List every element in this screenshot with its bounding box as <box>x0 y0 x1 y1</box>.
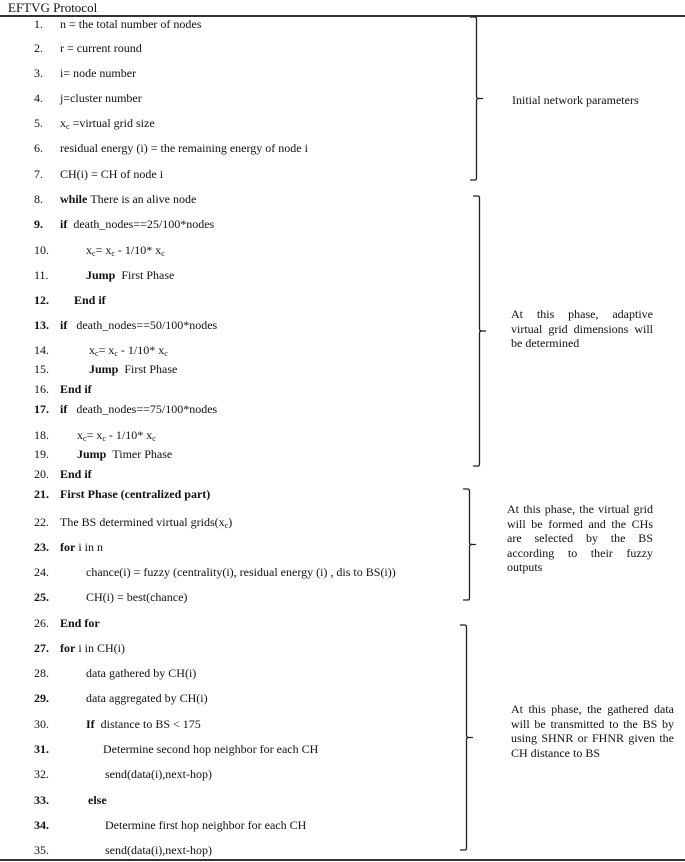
code-text: Timer Phase <box>106 447 173 461</box>
phase-note-adaptive-grid: At this phase, adaptive virtual grid dimensions will be determined <box>511 307 653 350</box>
line-code <box>60 215 214 233</box>
code-text: = x <box>98 343 115 357</box>
keyword: First Phase (centralized part) <box>60 487 211 501</box>
line-number: 18. <box>34 428 49 442</box>
right-brace-icon <box>463 488 477 601</box>
keyword: else <box>88 793 107 807</box>
code-text: There is an alive node <box>87 192 197 206</box>
code-text: n = the total number of nodes <box>60 17 202 31</box>
line-code <box>86 664 196 682</box>
subscript: c <box>164 349 168 358</box>
code-text: death_nodes==25/100*nodes <box>67 217 215 231</box>
keyword: for <box>60 540 76 554</box>
line-code <box>89 360 177 378</box>
line-code <box>86 715 201 733</box>
code-text: j=cluster number <box>60 91 142 105</box>
keyword: if <box>60 318 68 332</box>
line-code <box>74 291 106 309</box>
code-text: x <box>86 243 92 257</box>
line-number: 32. <box>34 767 49 781</box>
keyword: End if <box>60 467 92 481</box>
line-number: 33. <box>34 793 49 807</box>
keyword: while <box>60 192 88 206</box>
line-code <box>60 15 201 33</box>
line-number: 20. <box>34 467 49 481</box>
line-number: 6. <box>34 141 43 155</box>
line-code <box>60 64 136 82</box>
line-code <box>88 791 107 809</box>
code-text: - 1/10* x <box>117 343 165 357</box>
code-text: The BS determined virtual grids(x <box>60 515 225 529</box>
code-text: r = current round <box>60 41 142 55</box>
line-number: 25. <box>34 590 49 604</box>
line-number: 27. <box>34 641 49 655</box>
code-text: x <box>77 428 83 442</box>
line-code <box>86 588 187 606</box>
line-code <box>86 241 165 263</box>
code-text: - 1/10* x <box>105 428 153 442</box>
line-number: 10. <box>34 243 49 257</box>
line-number: 1. <box>34 17 43 31</box>
code-text: =virtual grid size <box>69 116 155 130</box>
keyword: if <box>60 402 68 416</box>
code-text: data gathered by CH(i) <box>86 666 197 680</box>
line-code <box>77 445 172 463</box>
code-text: residual energy (i) = the remaining energy of node i <box>60 141 308 155</box>
subscript: c <box>111 249 115 258</box>
keyword: Jump <box>89 362 119 376</box>
line-code <box>86 266 174 284</box>
keyword: End if <box>74 293 106 307</box>
code-text: death_nodes==75/100*nodes <box>67 402 218 416</box>
line-number: 22. <box>34 515 49 529</box>
algorithm-title: EFTVG Protocol <box>8 0 98 15</box>
phase-note-transmission: At this phase, the gathered data will be transmitted to the BS by using SHNR or FHNR given the CH distance to BS <box>511 702 674 760</box>
phase-note-first-phase: At this phase, the virtual grid will be formed and the CHs are selected by the BS according to their fuzzy outputs <box>507 502 653 574</box>
keyword: if <box>60 217 68 231</box>
keyword: End for <box>60 616 100 630</box>
line-code <box>60 639 125 657</box>
line-number: 9. <box>34 217 43 231</box>
line-code <box>60 465 92 483</box>
code-text: send(data(i),next-hop) <box>105 767 212 781</box>
code-text: Determine first hop neighbor for each CH <box>105 818 307 832</box>
line-number: 16. <box>34 382 49 396</box>
line-number: 7. <box>34 167 43 181</box>
right-brace-icon <box>460 624 474 851</box>
subscript: c <box>224 521 229 530</box>
line-number: 31. <box>34 742 49 756</box>
line-number: 8. <box>34 192 43 206</box>
line-number: 28. <box>34 666 49 680</box>
code-text: First Phase <box>118 362 178 376</box>
line-code <box>60 380 92 398</box>
line-code <box>60 513 232 535</box>
line-code <box>86 563 396 581</box>
keyword: Jump <box>77 447 107 461</box>
code-text: = x <box>95 243 112 257</box>
code-text: x <box>60 116 66 130</box>
line-number: 17. <box>34 402 49 416</box>
subscript: c <box>152 434 156 443</box>
line-code <box>60 538 103 556</box>
line-code <box>60 165 163 183</box>
keyword: If <box>86 717 95 731</box>
line-number: 2. <box>34 41 43 55</box>
right-brace-icon <box>473 195 487 467</box>
right-brace-icon <box>470 16 484 181</box>
code-text: send(data(i),next-hop) <box>105 843 212 857</box>
line-number: 11. <box>34 268 49 282</box>
line-code <box>60 39 142 57</box>
code-text: i= node number <box>60 66 137 80</box>
code-text: CH(i) = best(chance) <box>86 590 188 604</box>
line-number: 12. <box>34 293 49 307</box>
line-number: 13. <box>34 318 49 332</box>
code-text: chance(i) = fuzzy (centrality(i), residual energy (i) , dis to BS(i)) <box>86 565 396 579</box>
line-number: 5. <box>34 116 43 130</box>
phase-note-initial: Initial network parameters <box>512 93 639 107</box>
line-number: 34. <box>34 818 49 832</box>
subscript: c <box>66 122 70 131</box>
code-text: = x <box>86 428 103 442</box>
code-text: x <box>89 343 95 357</box>
code-text: - 1/10* x <box>114 243 162 257</box>
line-code <box>105 841 212 859</box>
code-text: i in n <box>75 540 103 554</box>
keyword: Jump <box>86 268 116 282</box>
line-code <box>105 816 306 834</box>
code-text: First Phase <box>115 268 175 282</box>
keyword: for <box>60 641 76 655</box>
line-number: 26. <box>34 616 49 630</box>
bottom-rule <box>0 859 685 861</box>
code-text: death_nodes==50/100*nodes <box>67 318 218 332</box>
line-number: 35. <box>34 843 49 857</box>
subscript: c <box>161 249 165 258</box>
line-code <box>105 765 212 783</box>
line-code <box>103 740 318 758</box>
line-code <box>60 485 210 503</box>
line-code <box>60 139 308 157</box>
subscript: c <box>83 434 87 443</box>
line-number: 14. <box>34 343 49 357</box>
line-number: 30. <box>34 717 49 731</box>
code-text: i in CH(i) <box>75 641 125 655</box>
line-number: 15. <box>34 362 49 376</box>
line-code <box>60 316 217 334</box>
subscript: c <box>95 349 99 358</box>
line-code <box>60 89 142 107</box>
code-text: Determine second hop neighbor for each CH <box>103 742 319 756</box>
line-number: 29. <box>34 691 49 705</box>
code-text: CH(i) = CH of node i <box>60 167 164 181</box>
subscript: c <box>114 349 118 358</box>
line-number: 3. <box>34 66 43 80</box>
keyword: End if <box>60 382 92 396</box>
line-code <box>60 114 155 136</box>
line-number: 4. <box>34 91 43 105</box>
line-code <box>60 400 217 418</box>
subscript: c <box>102 434 106 443</box>
subscript: c <box>92 249 96 258</box>
line-number: 19. <box>34 447 49 461</box>
line-code <box>60 614 100 632</box>
code-text: ) <box>228 515 233 529</box>
line-code <box>86 689 208 707</box>
line-number: 24. <box>34 565 49 579</box>
code-text: distance to BS < 175 <box>94 717 201 731</box>
line-number: 23. <box>34 540 49 554</box>
line-number: 21. <box>34 487 49 501</box>
code-text: data aggregated by CH(i) <box>86 691 208 705</box>
line-code <box>60 190 196 208</box>
